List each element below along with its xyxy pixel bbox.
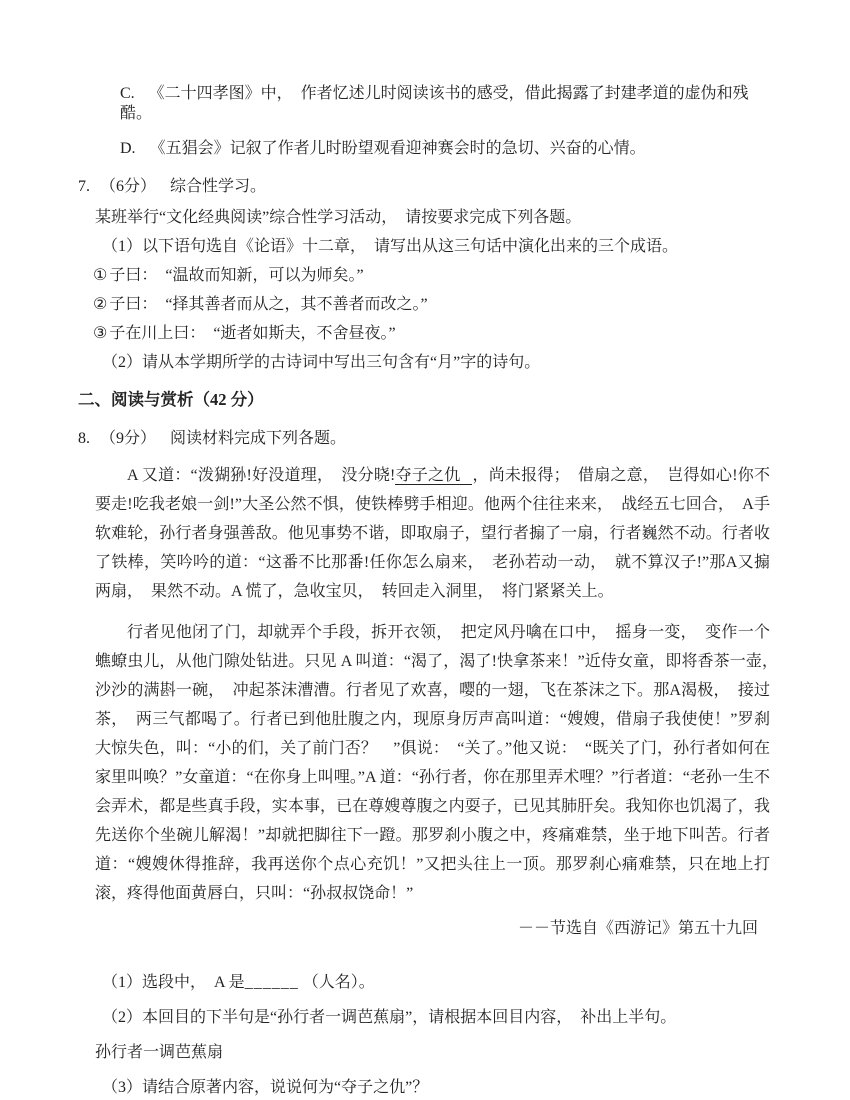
question7-number: 7.	[78, 178, 90, 195]
question8-sub3: （3）请结合原著内容，说说何为“夺子之仇”？	[102, 1079, 429, 1096]
question8-sub2: （2）本回目的下半句是“孙行者一调芭蕉扇”，请根据本回目内容， 补出上半句。	[102, 1009, 677, 1026]
question8-sub1-text-after: （人名）。	[298, 974, 375, 991]
passage-source-attribution: －－节选自《西游记》第五十九回	[517, 920, 758, 937]
passage1-text-before: A 又道：“泼猢狲!好没道理， 没分晓!	[127, 467, 396, 484]
question7-item-3	[93, 324, 772, 344]
option-d-label: D.	[120, 140, 136, 157]
question7-item-3-text: 子在川上曰： “逝者如斯夫，不舍昼夜。”	[109, 325, 396, 342]
question8-heading	[78, 429, 772, 449]
question8-sub1-text-before: （1）选段中， A 是	[102, 974, 245, 991]
reading-passage-paragraph-2: 行者见他闭了门，却就弄个手段，拆开衣领， 把定风丹噙在口中， 摇身一变， 变作一个蟭蟟虫儿，从他门隙处钻进。只见 A 叫道：“渴了，渴了!快拿茶来！”近侍女童，即将香茶一壶， 沙沙的满斟一碗， 冲起茶沫漕漕。行者见了欢喜，嘤的一翅，飞在茶沫之下。那A渴极， 接过茶， 两三气都喝了。行者已到他肚腹之内，现原身厉声高叫道：“嫂嫂，借扇子我使使！”罗刹大惊失色，叫：“小的们，关了前门否？ ”俱说： “关了。”他又说： “既关了门，孙行者如何在家里叫唤？”女童道：“在你身上叫哩。”A 道：“孙行者，你在那里弄术哩？”行者道：“老孙一生不会弄术，都是些真手段，实本事，已在尊嫂尊腹之内耍子，已见其肺肝矣。我知你也饥渴了，我先送你个坐碗儿解渴！”却就把脚往下一蹬。那罗刹小腹之中，疼痛难禁，坐于地下叫苦。行者道：“嫂嫂休得推辞，我再送你个点心充饥！”又把头往上一顶。那罗刹心痛难禁，只在地上打滚，疼得他面黄唇白，只叫：“孙叔叔饶命！”	[95, 624, 787, 902]
circled-1-marker: ①	[93, 267, 108, 284]
option-c-row	[120, 84, 772, 124]
question7-item-1	[93, 266, 772, 286]
fill-in-blank: ______	[244, 974, 299, 991]
question7-heading	[78, 177, 772, 197]
option-d-row	[120, 139, 772, 159]
option-c-label: C.	[120, 85, 135, 102]
option-d-text: 《五猖会》记叙了作者儿时盼望观看迎神赛会时的急切、兴奋的心情。	[149, 140, 646, 157]
question8-score: （9分）	[100, 430, 157, 447]
question7-sub2: （2）请从本学期所学的古诗词中写出三句含有“月”字的诗句。	[102, 354, 541, 371]
section2-title: 二、阅读与赏析（42 分）	[78, 390, 264, 409]
passage1-underlined-phrase: 夺子之仇	[395, 467, 472, 485]
question7-item-2	[93, 295, 772, 315]
question7-intro: 某班举行“文化经典阅读”综合性学习活动， 请按要求完成下列各题。	[95, 209, 582, 226]
question7-item-2-text: 子曰： “择其善者而从之，其不善者而改之。”	[109, 296, 428, 313]
question7-score: （6分）	[100, 178, 157, 195]
option-c-text: 《二十四孝图》中， 作者忆述儿时阅读该书的感受，借此揭露了封建孝道的虚伪和残酷。	[120, 85, 749, 122]
reading-passage-paragraph-1	[95, 461, 770, 606]
circled-2-marker: ②	[93, 296, 108, 313]
question7-sub1: （1）以下语句选自《论语》十二章， 请写出从这三句话中演化出来的三个成语。	[102, 238, 679, 255]
question7-item-1-text: 子曰： “温故而知新，可以为师矣。”	[109, 267, 364, 284]
question8-title: 阅读材料完成下列各题。	[170, 430, 347, 447]
passage1-text-after: ，尚未报得； 借扇之意， 岂得如心!你不要走!吃我老娘一剑!”大圣公然不惧，使铁棒劈手相迎。他两个往往来来， 战经五七回合， A手软难轮，孙行者身强善敌。他见事势不谐，即取扇子，望行者搧了一扇，行者巍然不动。行者收了铁棒，笑吟吟的道：“这番不比那番!任你怎么扇来， 老孙若动一动， 就不算汉子!”那A又搧两扇， 果然不动。A 慌了，急收宝贝， 转回走入洞里， 将门紧紧关上。	[95, 467, 770, 600]
circled-3-marker: ③	[93, 325, 108, 342]
question8-sub2-answer-line: 孙行者一调芭蕉扇	[95, 1044, 224, 1061]
question8-number: 8.	[78, 430, 90, 447]
question7-title: 综合性学习。	[170, 178, 267, 195]
question8-sub1	[102, 973, 772, 993]
